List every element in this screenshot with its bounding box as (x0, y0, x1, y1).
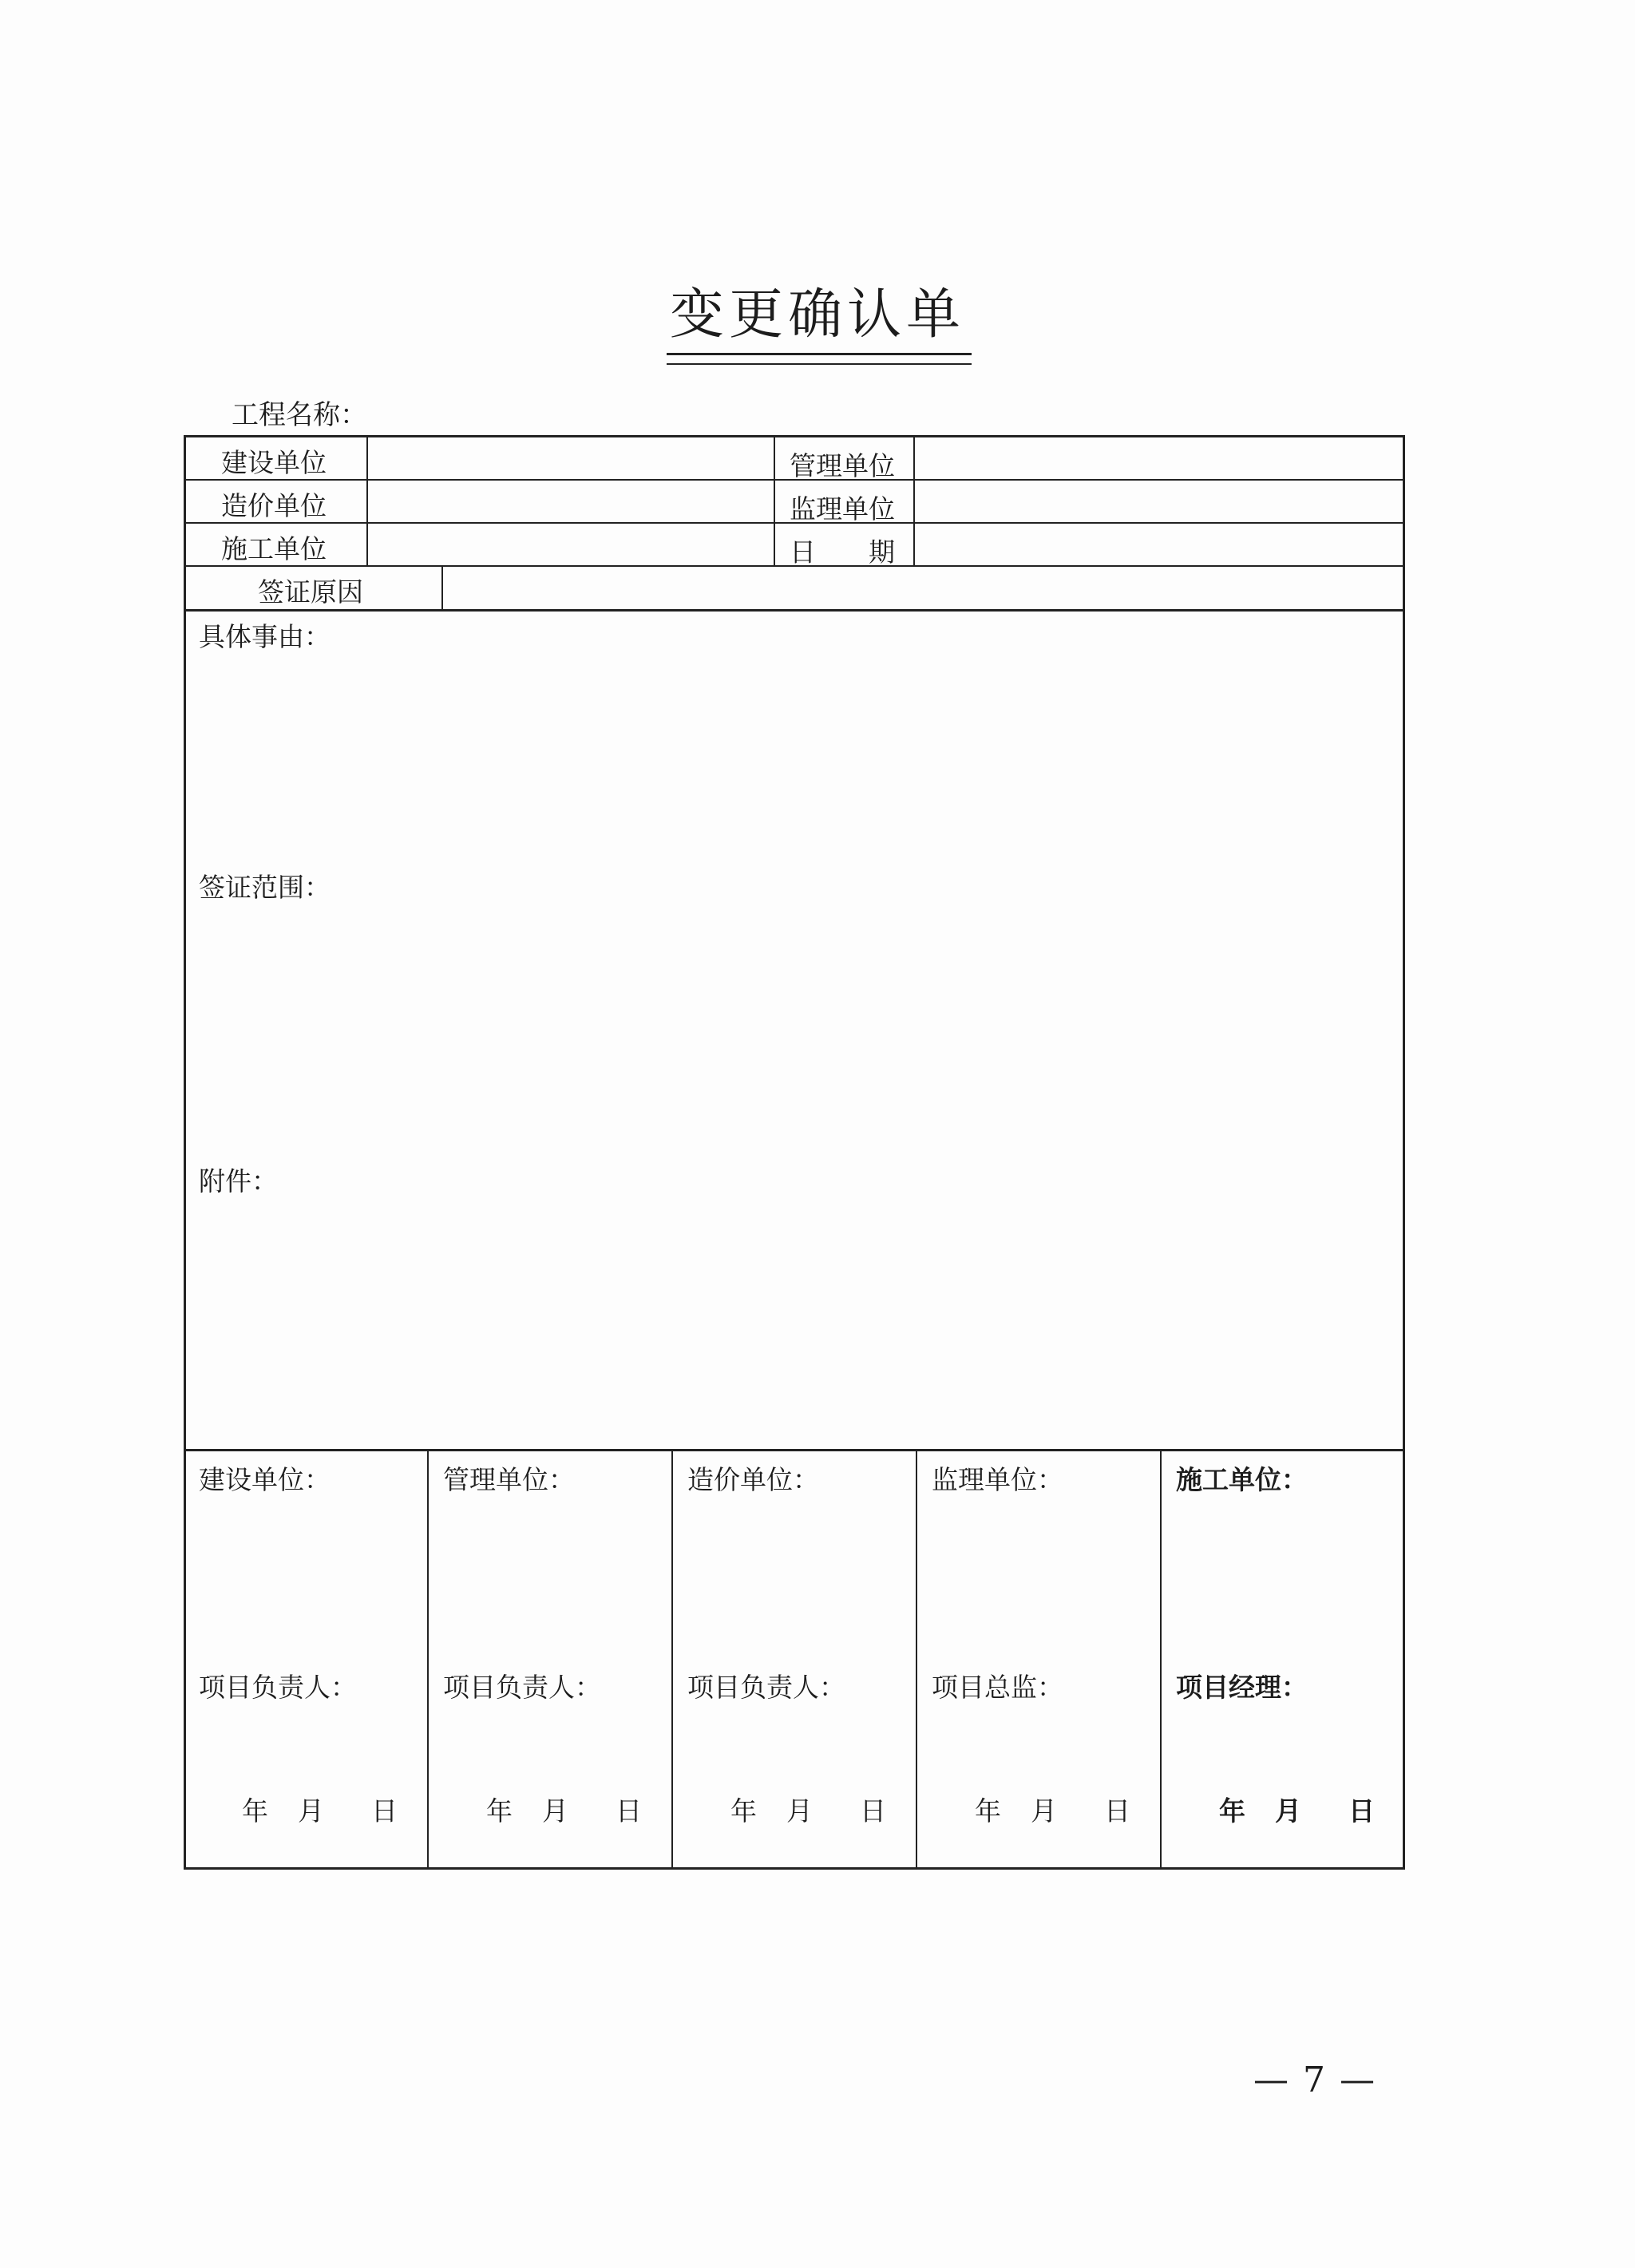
label-visa-reason: 签证原因 (258, 576, 363, 608)
section-divider (186, 1449, 1403, 1451)
confirmation-form-table (184, 435, 1405, 1870)
month-label: 月 (1275, 1795, 1301, 1827)
column-divider (774, 437, 775, 567)
date-value[interactable] (916, 525, 1399, 564)
signature-date (429, 1791, 671, 1827)
label-attachments: 附件： (199, 1166, 278, 1197)
row-divider (186, 609, 1403, 612)
signature-date (1162, 1791, 1403, 1827)
project-name-label: 工程名称： (232, 399, 367, 431)
column-divider (441, 565, 443, 612)
year-label: 年 (486, 1795, 513, 1827)
column-divider (913, 437, 915, 567)
label-date: 日 期 (790, 536, 895, 568)
column-divider (366, 437, 368, 567)
year-label: 年 (1219, 1795, 1245, 1827)
label-cost-unit: 造价单位 (221, 490, 327, 521)
signature-supervision-unit: 监理单位： (932, 1464, 1063, 1495)
signature-person-title: 项目经理： (1176, 1672, 1308, 1703)
signature-date (673, 1791, 916, 1827)
year-label: 年 (730, 1795, 757, 1827)
label-construction-unit: 建设单位 (221, 447, 327, 478)
label-visa-scope: 签证范围： (199, 872, 331, 903)
label-supervision-unit: 监理单位 (790, 493, 895, 524)
year-label: 年 (975, 1795, 1001, 1827)
day-label: 日 (616, 1795, 642, 1827)
signature-person-title: 项目负责人： (687, 1672, 845, 1703)
month-label: 月 (1031, 1795, 1057, 1827)
contractor-unit-value[interactable] (370, 525, 772, 564)
signature-date (186, 1791, 427, 1827)
day-label: 日 (1104, 1795, 1130, 1827)
label-management-unit: 管理单位 (790, 450, 895, 481)
signature-person-title: 项目负责人： (443, 1672, 601, 1703)
cost-unit-value[interactable] (370, 482, 772, 520)
month-label: 月 (542, 1795, 568, 1827)
management-unit-value[interactable] (916, 439, 1399, 477)
supervision-unit-value[interactable] (916, 482, 1399, 520)
title-double-underline (667, 353, 972, 365)
day-label: 日 (860, 1795, 886, 1827)
signature-management-unit: 管理单位： (443, 1464, 575, 1495)
label-details: 具体事由： (199, 621, 331, 652)
visa-reason-value[interactable] (445, 568, 1399, 607)
signature-cost-unit: 造价单位： (687, 1464, 819, 1495)
signature-person-title: 项目总监： (932, 1672, 1063, 1703)
month-label: 月 (298, 1795, 324, 1827)
construction-unit-value[interactable] (370, 439, 772, 477)
signature-date (917, 1791, 1160, 1827)
page-number: — 7 — (1253, 2060, 1376, 2100)
day-label: 日 (371, 1795, 398, 1827)
signature-contractor-unit: 施工单位： (1176, 1464, 1308, 1495)
year-label: 年 (242, 1795, 268, 1827)
day-label: 日 (1348, 1795, 1375, 1827)
label-contractor-unit: 施工单位 (221, 533, 327, 564)
signature-construction-unit: 建设单位： (199, 1464, 331, 1495)
document-title (0, 271, 1635, 354)
month-label: 月 (786, 1795, 813, 1827)
signature-person-title: 项目负责人： (199, 1672, 357, 1703)
title-text: 变更确认单 (669, 283, 965, 346)
